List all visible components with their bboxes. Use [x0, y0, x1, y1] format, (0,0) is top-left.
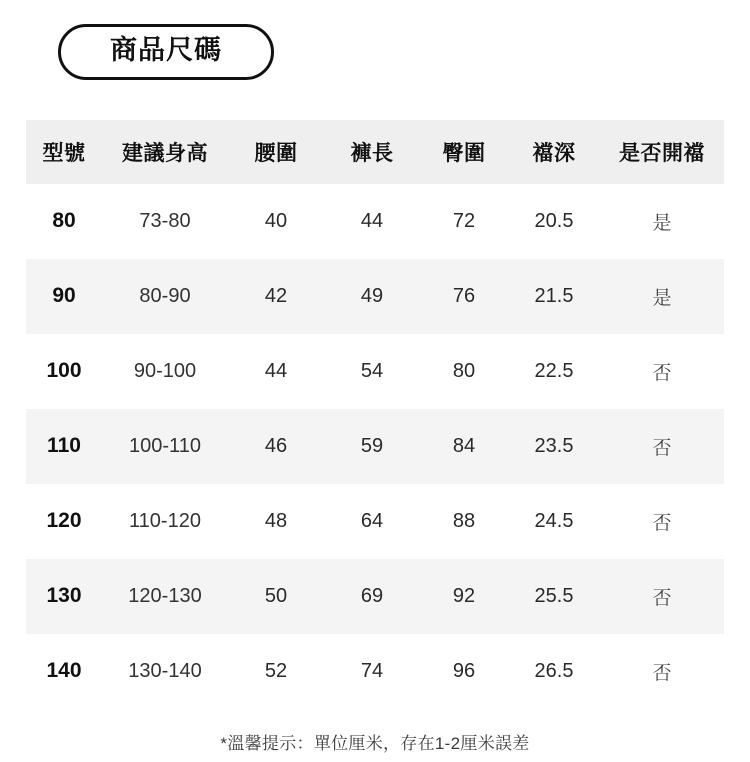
table-row: [26, 484, 724, 559]
cell-crotch-depth: 20.5: [534, 209, 574, 232]
cell-crotch-depth: 25.5: [534, 584, 574, 607]
cell-pant-length: 64: [360, 509, 384, 532]
table-row: [26, 259, 724, 334]
page-title: 商品尺碼: [110, 35, 222, 65]
table-row: [26, 184, 724, 259]
table-header: [26, 120, 724, 184]
footnote-text: *溫馨提示：單位厘米，存在1-2厘米誤差: [220, 733, 530, 753]
cell-open-crotch: 否: [652, 512, 672, 534]
cell-height: 100-110: [129, 434, 201, 457]
column-header-waist: 腰圍: [254, 141, 298, 165]
cell-model: 90: [52, 284, 76, 308]
cell-height: 120-130: [128, 584, 202, 607]
cell-crotch-depth: 26.5: [534, 659, 574, 682]
cell-open-crotch: 是: [652, 287, 672, 309]
column-header-height: 建議身高: [122, 141, 208, 165]
cell-crotch-depth: 23.5: [534, 434, 574, 457]
cell-crotch-depth: 24.5: [534, 509, 574, 532]
column-header-hip: 臀圍: [442, 141, 486, 165]
cell-hip: 84: [452, 434, 476, 457]
cell-crotch-depth: 22.5: [534, 359, 574, 382]
cell-pant-length: 49: [360, 284, 384, 307]
cell-open-crotch: 否: [652, 362, 672, 384]
cell-pant-length: 44: [360, 209, 384, 232]
cell-model: 100: [46, 359, 82, 383]
cell-open-crotch: 是: [652, 212, 672, 234]
size-table: [26, 120, 724, 709]
cell-height: 130-140: [128, 659, 202, 682]
cell-hip: 88: [452, 509, 476, 532]
page-title-pill: [58, 24, 274, 80]
table-row: [26, 409, 724, 484]
column-header-model: 型號: [42, 141, 86, 165]
cell-hip: 72: [452, 209, 476, 232]
table-row: [26, 634, 724, 709]
cell-pant-length: 59: [360, 434, 384, 457]
cell-hip: 80: [452, 359, 476, 382]
cell-pant-length: 74: [360, 659, 384, 682]
cell-height: 90-100: [133, 359, 197, 382]
cell-waist: 48: [264, 509, 288, 532]
cell-hip: 92: [452, 584, 476, 607]
table-row: [26, 334, 724, 409]
cell-waist: 46: [264, 434, 288, 457]
column-header-pant-length: 褲長: [350, 141, 394, 165]
cell-waist: 40: [264, 209, 288, 232]
cell-waist: 52: [264, 659, 288, 682]
column-header-crotch-depth: 襠深: [532, 141, 576, 165]
cell-height: 80-90: [139, 284, 191, 307]
table-row: [26, 559, 724, 634]
cell-open-crotch: 否: [652, 437, 672, 459]
cell-open-crotch: 否: [652, 662, 672, 684]
cell-height: 73-80: [139, 209, 191, 232]
cell-pant-length: 54: [360, 359, 384, 382]
cell-open-crotch: 否: [652, 587, 672, 609]
size-table-container: [26, 120, 724, 709]
table-header-row: [26, 120, 724, 184]
cell-waist: 44: [264, 359, 288, 382]
table-body: [26, 184, 724, 709]
cell-hip: 76: [452, 284, 476, 307]
column-header-open-crotch: 是否開襠: [619, 141, 705, 165]
cell-hip: 96: [452, 659, 476, 682]
cell-model: 130: [46, 584, 82, 608]
title-container: [0, 0, 750, 80]
cell-model: 80: [52, 209, 76, 233]
cell-height: 110-120: [129, 509, 201, 532]
cell-model: 140: [46, 659, 82, 683]
cell-model: 120: [46, 509, 82, 533]
cell-waist: 42: [264, 284, 288, 307]
cell-crotch-depth: 21.5: [534, 284, 574, 307]
cell-model: 110: [47, 434, 81, 458]
cell-pant-length: 69: [360, 584, 384, 607]
cell-waist: 50: [264, 584, 288, 607]
